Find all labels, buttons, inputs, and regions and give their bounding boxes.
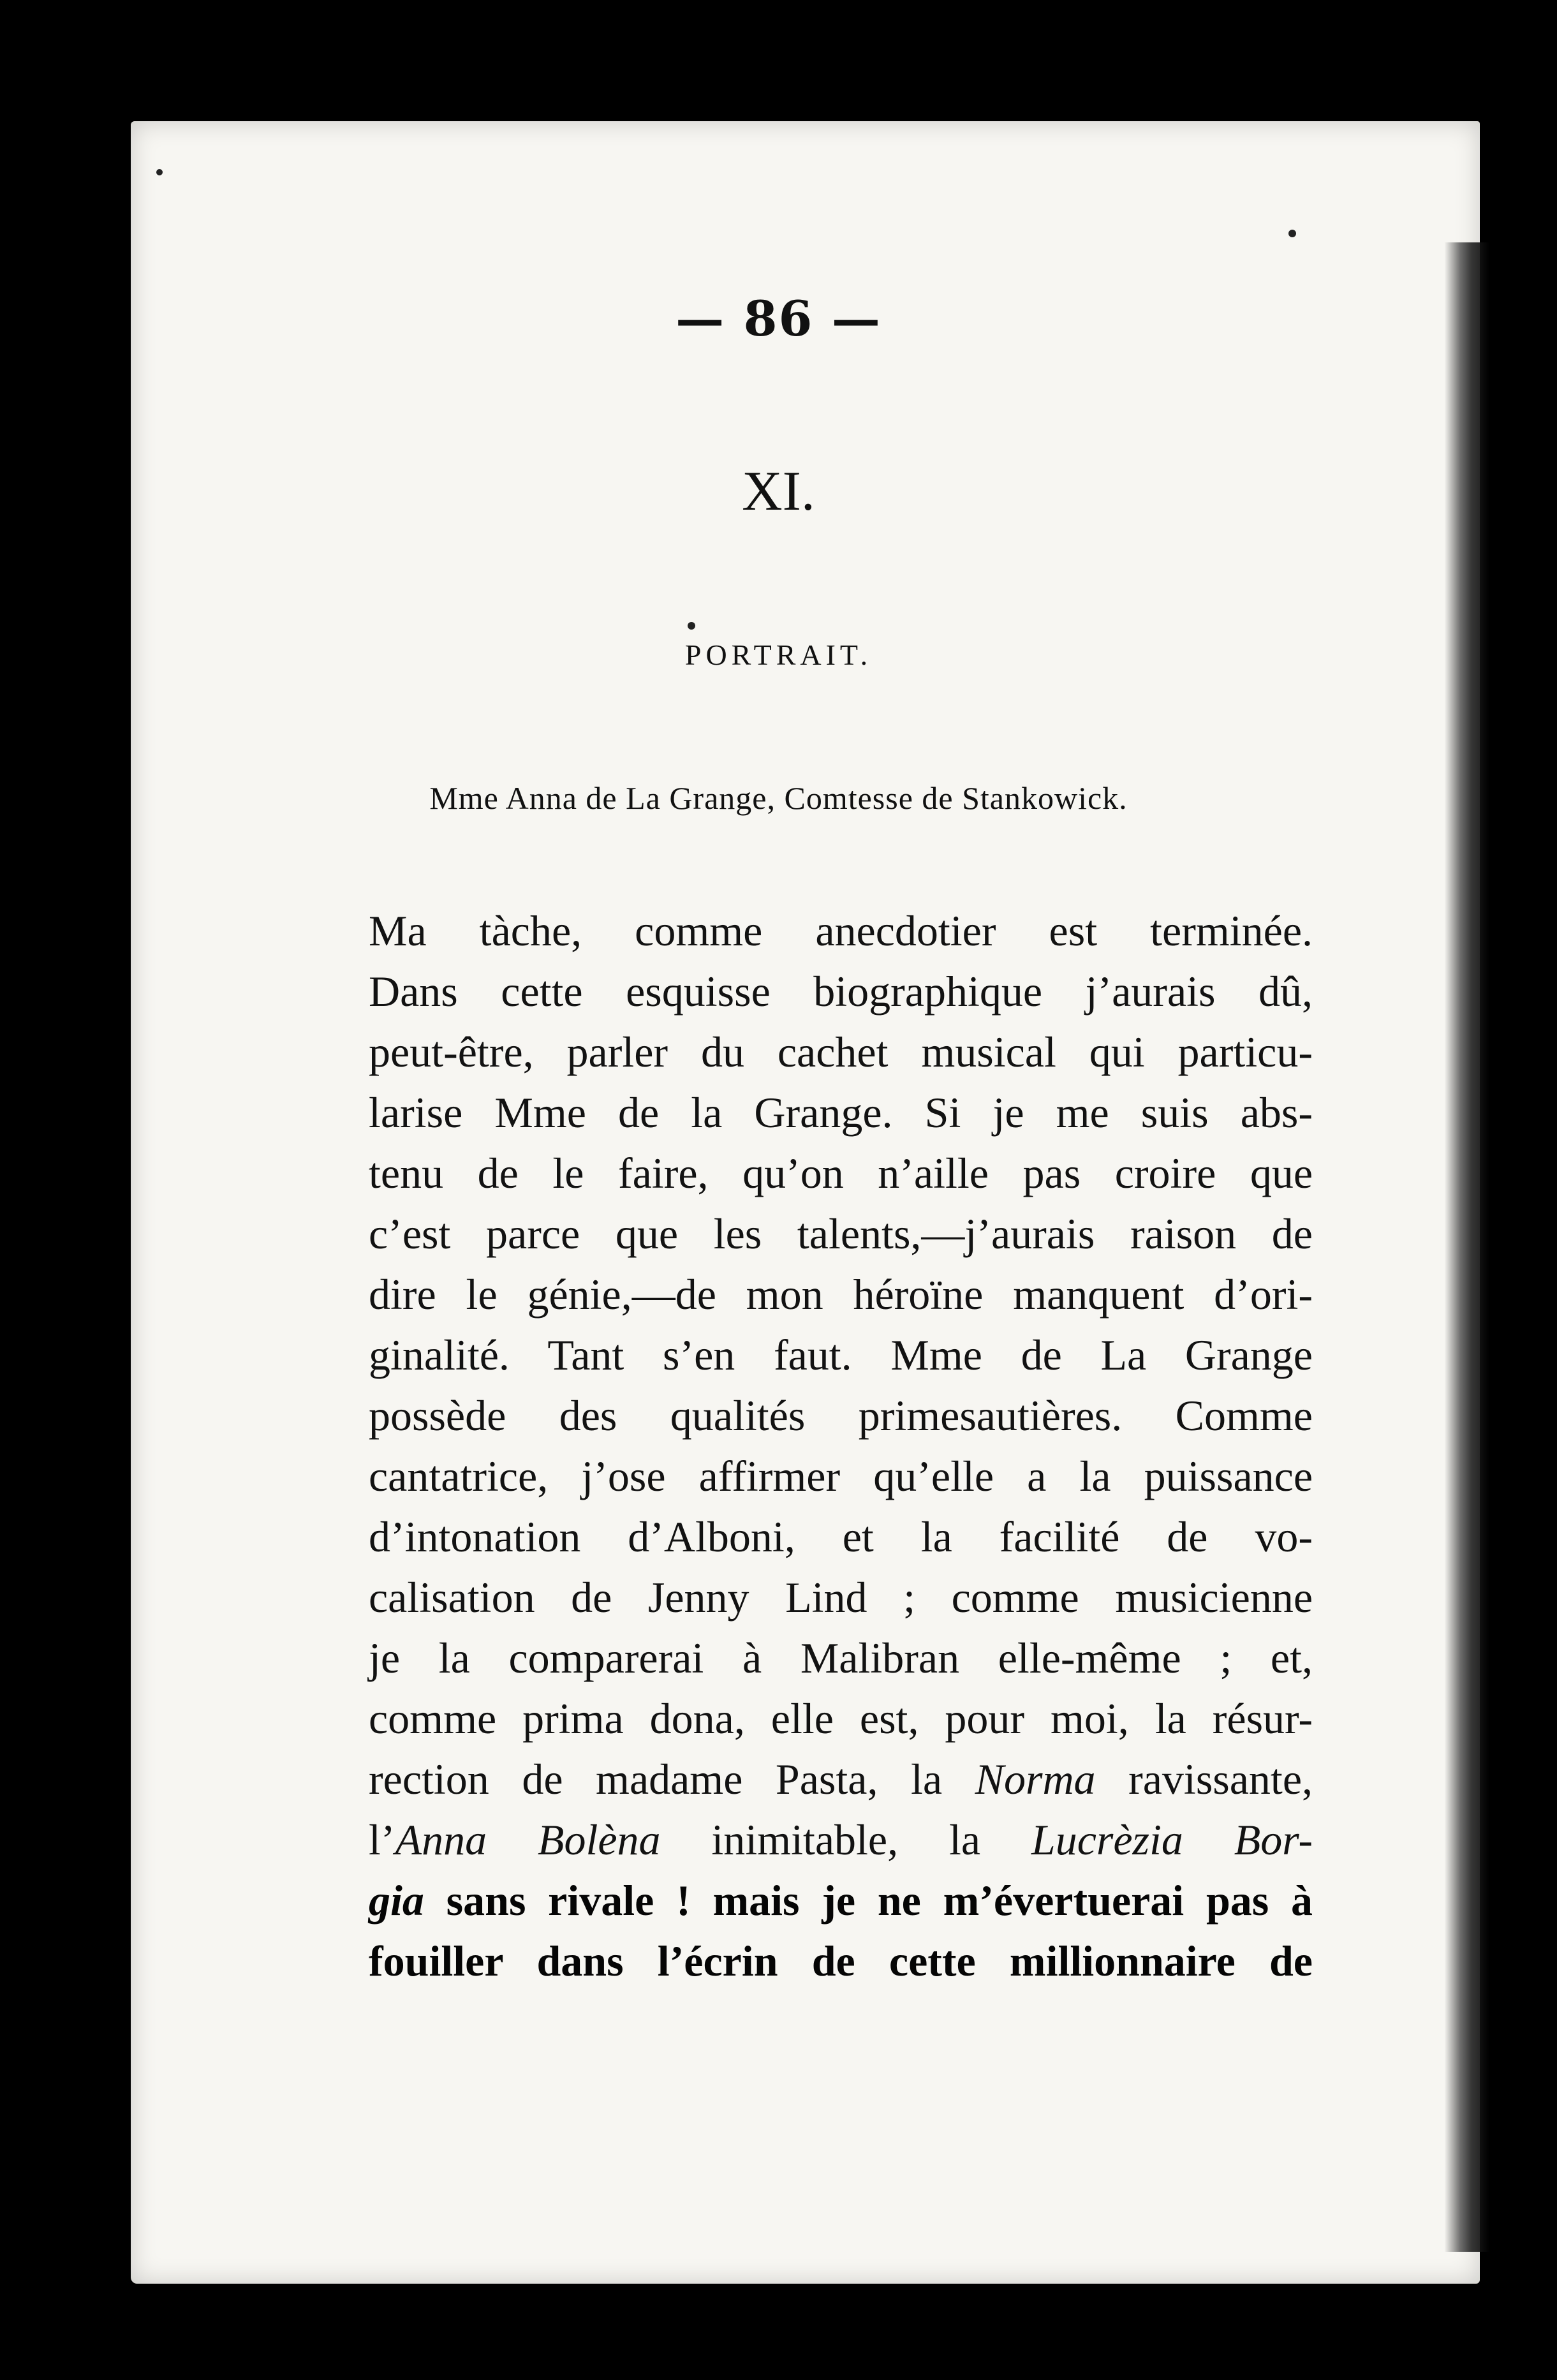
text-line: Dans cette esquisse biographique j’aurais dû,	[369, 967, 1313, 1016]
text-line: comme prima dona, elle est, pour moi, la résur-	[369, 1694, 1313, 1743]
text-line: ginalité. Tant s’en faut. Mme de La Grange	[369, 1331, 1313, 1379]
section-title: PORTRAIT.	[684, 639, 873, 671]
text-segment: l’	[369, 1815, 395, 1864]
italic-title: Norma	[975, 1755, 1096, 1803]
text-line: peut-être, parler du cachet musical qui particu-	[369, 1028, 1313, 1076]
ink-speck	[156, 169, 163, 175]
dedication-line: Mme Anna de La Grange, Comtesse de Stankowick.	[429, 780, 1128, 816]
text-segment: sans rivale ! mais je ne m’évertuerai pas à	[424, 1876, 1313, 1925]
text-line: larise Mme de la Grange. Si je me suis abs-	[369, 1088, 1313, 1137]
page-number: — 86 —	[675, 290, 882, 347]
chapter-heading: XI.	[742, 461, 815, 522]
text-line: tenu de le faire, qu’on n’aille pas croire que	[369, 1149, 1313, 1197]
text-line: calisation de Jenny Lind ; comme musicienne	[369, 1573, 1313, 1622]
italic-title: Anna Bolèna	[395, 1815, 661, 1864]
ink-speck	[1288, 230, 1296, 237]
text-segment: inimitable, la	[660, 1815, 1031, 1864]
text-line: fouiller dans l’écrin de cette millionnaire de	[369, 1937, 1313, 1985]
page-edge-shadow	[1445, 242, 1489, 2252]
body-text	[369, 901, 1313, 1992]
text-line	[369, 1870, 1313, 1931]
text-line	[369, 1749, 1313, 1810]
italic-title: gia	[369, 1876, 424, 1925]
text-line: c’est parce que les talents,—j’aurais raison de	[369, 1209, 1313, 1258]
text-segment: ravissante,	[1095, 1755, 1313, 1803]
text-line: d’intonation d’Alboni, et la facilité de vo-	[369, 1512, 1313, 1561]
ink-speck	[688, 622, 695, 630]
text-line: dire le génie,—de mon héroïne manquent d’ori-	[369, 1270, 1313, 1319]
text-line: cantatrice, j’ose affirmer qu’elle a la puissance	[369, 1452, 1313, 1500]
text-line: possède des qualités primesautières. Comme	[369, 1391, 1313, 1440]
text-line: Ma tàche, comme anecdotier est terminée.	[369, 906, 1313, 955]
text-segment: rection de madame Pasta, la	[369, 1755, 975, 1803]
text-line: je la comparerai à Malibran elle-même ; et,	[369, 1634, 1313, 1682]
italic-title: Lucrèzia Bor-	[1031, 1815, 1313, 1864]
text-line	[369, 1810, 1313, 1870]
